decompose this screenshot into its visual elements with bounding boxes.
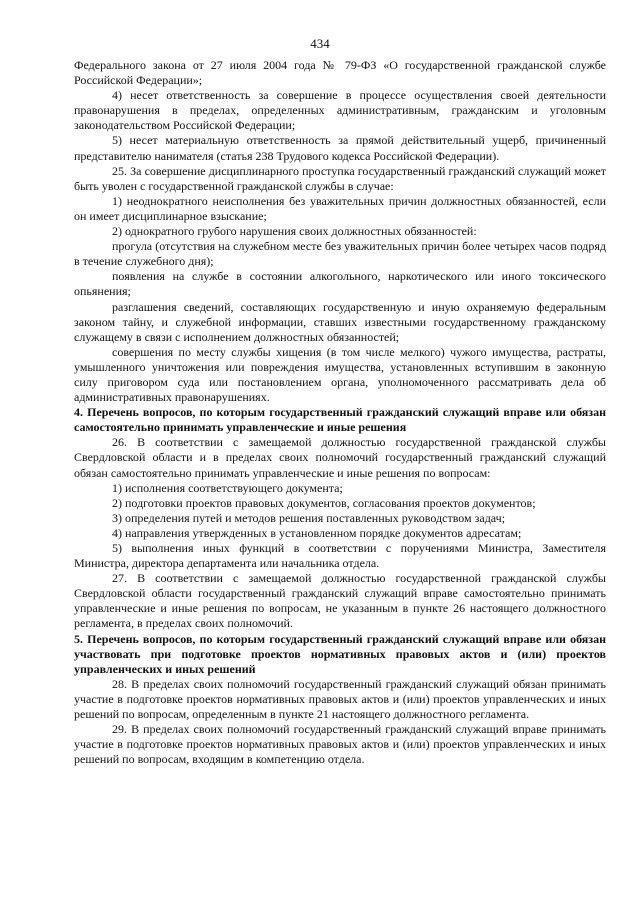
paragraph-26-item-4: 4) направления утвержденных в установленном порядке документов адресатам; — [112, 525, 522, 540]
paragraph-29: 29. В пределах своих полномочий государственный гражданский служащий вправе принимать участие в подготовке проектов нормативных правовых актов и (или) проектов управленческих и иных решений по вопросам, входящим в компетенцию отдела. — [74, 722, 606, 767]
paragraph-25-item-2: 2) однократного грубого нарушения своих должностных обязанностей: — [112, 224, 477, 239]
paragraph-26-item-3: 3) определения путей и методов решения поставленных руководством задач; — [112, 510, 506, 525]
paragraph-item-5-material-liability: 5) несет материальную ответственность за прямой действительный ущерб, причиненный представителю нанимателя (статья 238 Трудового кодекса Российской Федерации). — [74, 133, 606, 163]
paragraph-item-4-liability: 4) несет ответственность за совершение в процессе осуществления своей деятельности правонарушения в пределах, определенных административным, гражданским и уголовным законодательством Российской Федерации; — [74, 88, 606, 133]
document-body — [74, 58, 606, 767]
paragraph-disclosure: разглашения сведений, составляющих государственную и иную охраняемую федеральным законом тайну, и служебной информации, ставших известными государственному гражданскому служащему в связи с исполнением должностных обязанностей; — [74, 299, 606, 344]
paragraph-intoxication: появления на службе в состоянии алкогольного, наркотического или иного токсического опьянения; — [74, 269, 606, 299]
section-heading-5: 5. Перечень вопросов, по которым государственный гражданский служащий вправе или обязан участвовать при подготовке проектов нормативных правовых актов и (или) проектов управленческих и иных решений — [74, 631, 606, 676]
section-heading-4: 4. Перечень вопросов, по которым государственный гражданский служащий вправе или обязан самостоятельно принимать управленческие и иные решения — [74, 405, 606, 435]
paragraph-26-item-1: 1) исполнения соответствующего документа; — [112, 480, 343, 495]
paragraph-continuation: Федерального закона от 27 июля 2004 года № 79-ФЗ «О государственной гражданской службе Российской Федерации»; — [74, 58, 606, 88]
paragraph-25: 25. За совершение дисциплинарного проступка государственный гражданский служащий может быть уволен с государственной гражданской службы в случае: — [74, 163, 606, 193]
paragraph-25-item-1: 1) неоднократного неисполнения без уважительных причин должностных обязанностей, если он имеет дисциплинарное взыскание; — [74, 193, 606, 223]
page-number: 434 — [310, 36, 330, 51]
paragraph-28: 28. В пределах своих полномочий государственный гражданский служащий обязан принимать участие в подготовке проектов нормативных правовых актов и (или) проектов управленческих и иных решений по вопросам, определенным в пункте 21 настоящего должностного регламента. — [74, 676, 606, 722]
paragraph-26-item-5: 5) выполнения иных функций в соответствии с поручениями Министра, Заместителя Министра, директора департамента или начальника отдела. — [74, 541, 606, 571]
paragraph-26: 26. В соответствии с замещаемой должностью государственной гражданской службы Свердловской области и в пределах своих полномочий государственный гражданский служащий обязан самостоятельно принимать управленческие и иные решения по вопросам: — [74, 435, 606, 480]
paragraph-26-item-2: 2) подготовки проектов правовых документов, согласования проектов документов; — [112, 495, 536, 510]
paragraph-theft: совершения по месту службы хищения (в том числе мелкого) чужого имущества, растраты, умышленного уничтожения или повреждения имущества, установленных вступившим в законную силу приговором суда или постановлением органа, уполномоченного рассматривать дела об административных правонарушениях. — [74, 344, 606, 405]
paragraph-27: 27. В соответствии с замещаемой должностью государственной гражданской службы Свердловской области государственный гражданский служащий вправе самостоятельно принимать управленческие и иные решения по вопросам, не указанным в пункте 26 настоящего должностного регламента, в пределах своих полномочий. — [74, 571, 606, 631]
paragraph-absence: прогула (отсутствия на служебном месте без уважительных причин более четырех часов подряд в течение служебного дня); — [74, 239, 606, 269]
